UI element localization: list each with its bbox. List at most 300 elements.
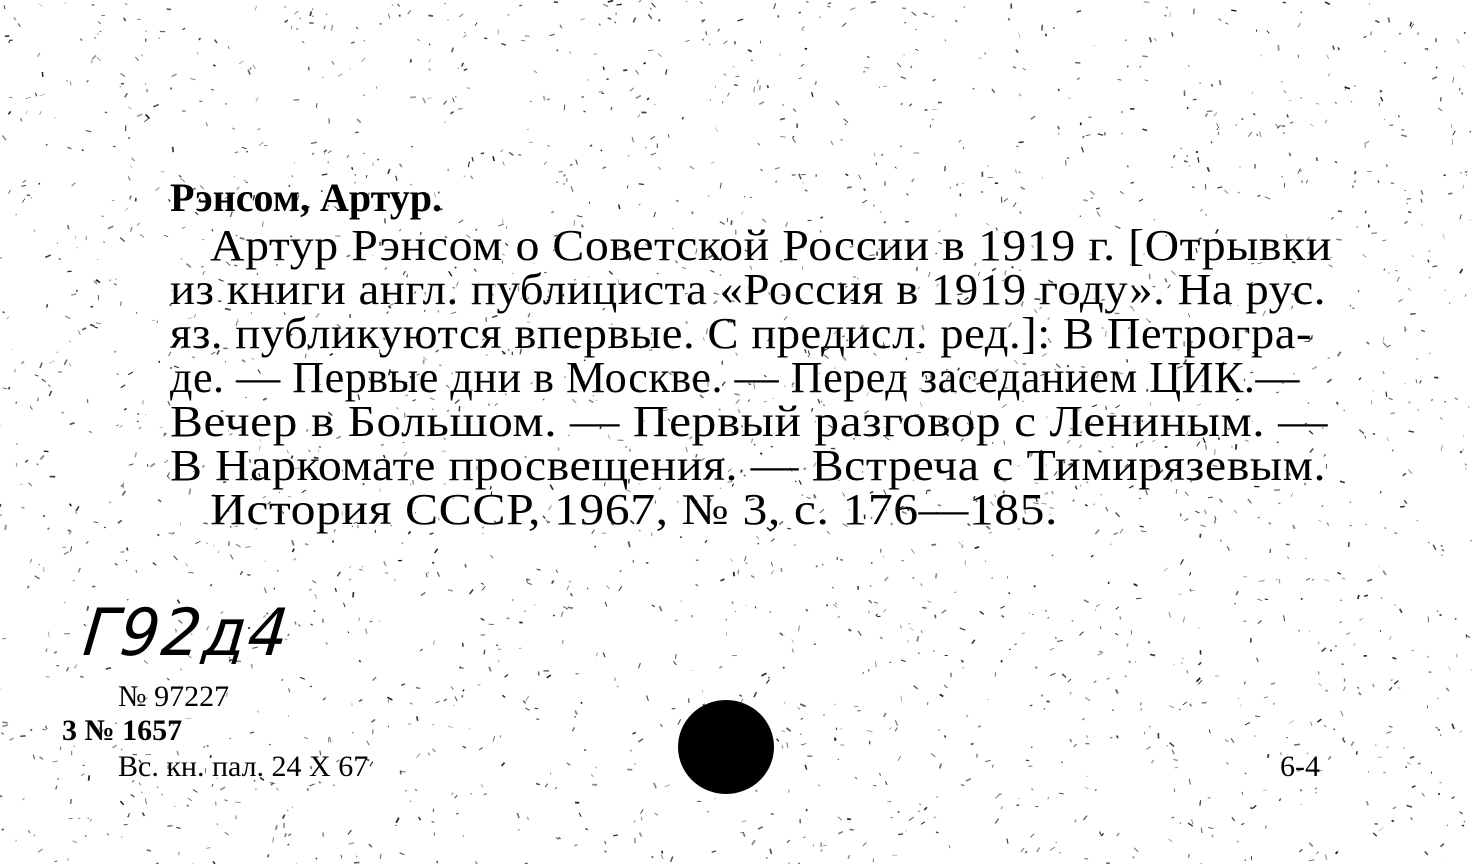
speckle — [42, 379, 46, 382]
speckle — [434, 641, 435, 645]
speckle — [8, 111, 10, 114]
speckle — [1214, 112, 1217, 116]
speckle — [1110, 544, 1111, 546]
speckle — [315, 594, 317, 599]
speckle — [1018, 798, 1019, 799]
speckle — [313, 153, 314, 155]
speckle — [2, 829, 4, 830]
speckle — [65, 316, 70, 319]
speckle — [43, 515, 45, 517]
speckle — [1459, 812, 1462, 814]
speckle — [741, 211, 743, 214]
speckle — [1087, 776, 1088, 777]
speckle — [781, 568, 782, 572]
speckle — [332, 61, 334, 64]
speckle — [22, 199, 25, 203]
speckle — [1100, 832, 1102, 836]
speckle — [1417, 359, 1418, 360]
speckle — [54, 651, 57, 653]
speckle — [131, 794, 135, 797]
speckle — [901, 103, 902, 105]
speckle — [1084, 816, 1087, 820]
speckle — [18, 23, 20, 26]
speckle — [159, 37, 160, 39]
speckle — [282, 679, 283, 681]
speckle — [832, 587, 834, 589]
speckle — [90, 325, 95, 327]
speckle — [806, 610, 808, 612]
speckle — [288, 716, 289, 717]
speckle — [752, 60, 753, 61]
speckle — [1428, 617, 1429, 623]
speckle — [1409, 431, 1414, 432]
speckle — [8, 42, 10, 43]
speckle — [463, 35, 466, 38]
speckle — [79, 568, 81, 573]
speckle — [95, 38, 96, 39]
speckle — [726, 619, 727, 620]
speckle — [524, 611, 526, 612]
speckle — [232, 128, 235, 129]
speckle — [31, 729, 33, 730]
speckle — [1131, 182, 1135, 183]
speckle — [1021, 187, 1025, 189]
speckle — [1080, 216, 1081, 217]
speckle — [288, 834, 291, 836]
speckle — [1440, 97, 1441, 101]
speckle — [1015, 644, 1017, 645]
speckle — [305, 544, 308, 545]
speckle — [1226, 762, 1228, 764]
speckle — [1182, 662, 1183, 664]
speckle — [207, 745, 208, 746]
speckle — [338, 74, 343, 77]
speckle — [367, 741, 370, 745]
speckle — [30, 406, 32, 410]
speckle — [793, 545, 796, 546]
speckle — [1338, 352, 1341, 357]
speckle — [144, 119, 148, 122]
speckle — [1257, 195, 1260, 196]
speckle — [892, 855, 897, 856]
speckle — [1208, 497, 1213, 498]
speckle — [1017, 805, 1020, 806]
speckle — [1334, 729, 1335, 730]
speckle — [1338, 47, 1339, 50]
speckle — [1116, 607, 1119, 609]
speckle — [135, 57, 138, 61]
speckle — [1182, 658, 1184, 659]
speckle — [910, 628, 914, 631]
speckle — [1164, 568, 1168, 572]
speckle — [211, 89, 214, 90]
speckle — [141, 54, 142, 56]
speckle — [1310, 124, 1313, 127]
speckle — [1187, 155, 1188, 156]
speckle — [650, 8, 651, 10]
speckle — [1289, 153, 1290, 157]
speckle — [87, 80, 88, 82]
speckle — [662, 851, 663, 854]
speckle — [91, 306, 94, 307]
speckle — [1190, 704, 1192, 707]
speckle — [1236, 124, 1237, 126]
speckle — [784, 701, 786, 704]
speckle — [1325, 580, 1330, 582]
speckle — [932, 119, 933, 120]
speckle — [1324, 725, 1326, 727]
speckle — [211, 584, 212, 586]
speckle — [889, 727, 892, 730]
speckle — [544, 96, 545, 101]
speckle — [1317, 158, 1318, 161]
speckle — [652, 857, 654, 858]
speckle — [1265, 599, 1268, 600]
speckle — [324, 150, 326, 152]
speckle — [1405, 383, 1406, 384]
speckle — [675, 620, 678, 621]
speckle — [1327, 55, 1329, 59]
speckle — [1180, 822, 1181, 824]
speckle — [97, 57, 101, 61]
speckle — [780, 118, 785, 119]
speckle — [1359, 693, 1361, 695]
speckle — [1436, 727, 1438, 728]
speckle — [1191, 590, 1195, 591]
speckle — [1150, 37, 1152, 42]
speckle — [493, 736, 495, 741]
speckle — [1122, 133, 1123, 135]
speckle — [884, 577, 888, 581]
speckle — [21, 361, 24, 363]
speckle — [940, 764, 942, 769]
speckle — [1375, 21, 1379, 23]
speckle — [1146, 490, 1148, 495]
speckle — [1134, 584, 1138, 586]
speckle — [1044, 709, 1045, 710]
speckle — [732, 67, 735, 68]
speckle — [78, 818, 80, 819]
speckle — [1380, 491, 1381, 493]
speckle — [738, 19, 744, 21]
speckle — [1427, 705, 1428, 708]
speckle — [1201, 525, 1206, 527]
speckle — [145, 414, 146, 415]
speckle — [293, 558, 296, 560]
speckle — [596, 653, 598, 657]
speckle — [643, 63, 646, 64]
speckle — [898, 834, 903, 835]
speckle — [299, 625, 301, 627]
speckle — [1211, 142, 1212, 143]
speckle — [335, 588, 336, 592]
speckle — [1309, 860, 1315, 861]
speckle — [291, 26, 292, 29]
speckle — [1350, 502, 1351, 503]
speckle — [715, 127, 717, 131]
speckle — [1335, 161, 1337, 162]
speckle — [898, 756, 901, 761]
speckle — [596, 767, 597, 769]
speckle — [40, 757, 44, 760]
speckle — [1287, 114, 1288, 117]
speckle — [639, 0, 642, 2]
speckle — [1364, 595, 1368, 596]
speckle — [1284, 132, 1285, 134]
speckle — [800, 704, 805, 706]
speckle — [1464, 32, 1465, 33]
speckle — [465, 32, 466, 33]
speckle — [408, 10, 411, 14]
speckle — [1151, 760, 1153, 763]
speckle — [40, 94, 45, 96]
speckle — [395, 579, 396, 582]
speckle — [22, 508, 25, 509]
speckle — [1198, 662, 1201, 665]
speckle — [125, 93, 128, 97]
speckle — [912, 179, 914, 182]
speckle — [1001, 807, 1002, 810]
speckle — [384, 561, 386, 566]
speckle — [235, 802, 241, 803]
speckle — [666, 69, 667, 74]
speckle — [46, 144, 48, 145]
speckle — [1455, 398, 1458, 400]
speckle — [1383, 343, 1386, 346]
speckle — [1231, 10, 1236, 11]
body-line-1: Артур Рэнсом о Советской России в 1919 г. [Отрывки — [210, 221, 1332, 270]
speckle — [1042, 695, 1043, 697]
speckle — [1336, 239, 1342, 240]
speckle — [1318, 520, 1321, 521]
speckle — [129, 464, 133, 465]
speckle — [647, 696, 649, 701]
speckle — [799, 78, 802, 79]
speckle — [484, 650, 485, 655]
speckle — [1354, 644, 1356, 646]
speckle — [849, 629, 852, 631]
speckle — [248, 70, 250, 75]
speckle — [174, 806, 175, 807]
speckle — [1098, 653, 1103, 656]
speckle — [1134, 848, 1138, 852]
speckle — [207, 543, 208, 544]
speckle — [863, 71, 865, 72]
speckle — [870, 586, 871, 587]
speckle — [341, 855, 342, 859]
speckle — [1325, 2, 1330, 4]
speckle — [164, 433, 165, 437]
speckle — [1453, 77, 1454, 82]
speckle — [1386, 345, 1390, 347]
speckle — [883, 86, 887, 87]
speckle — [1008, 18, 1009, 21]
speckle — [1387, 438, 1389, 441]
speckle — [1343, 687, 1345, 691]
speckle — [1350, 305, 1351, 306]
speckle — [1085, 698, 1090, 701]
speckle — [1095, 530, 1099, 534]
speckle — [458, 68, 459, 69]
speckle — [1400, 506, 1405, 507]
speckle — [576, 160, 578, 165]
speckle — [36, 93, 37, 97]
speckle — [91, 60, 92, 63]
speckle — [1358, 290, 1359, 292]
speckle — [6, 317, 8, 320]
speckle — [562, 640, 563, 644]
speckle — [1284, 615, 1285, 621]
speckle — [1318, 642, 1319, 645]
speckle — [927, 702, 928, 705]
speckle — [1462, 93, 1463, 95]
speckle — [496, 645, 498, 646]
speckle — [8, 387, 9, 389]
speckle — [847, 187, 852, 188]
speckle — [911, 66, 912, 69]
speckle — [1291, 493, 1293, 497]
speckle — [1149, 641, 1150, 644]
speckle — [1312, 579, 1314, 580]
speckle — [1142, 56, 1147, 57]
speckle — [1410, 22, 1412, 27]
speckle — [702, 690, 703, 692]
speckle — [417, 39, 420, 40]
speckle — [769, 677, 770, 678]
speckle — [151, 463, 155, 466]
speckle — [1125, 40, 1127, 41]
speckle — [81, 39, 83, 41]
speckle — [1371, 400, 1372, 404]
speckle — [645, 147, 646, 148]
speckle — [153, 563, 156, 566]
speckle — [429, 59, 431, 62]
speckle — [1107, 678, 1110, 679]
speckle — [902, 8, 906, 9]
speckle — [1399, 33, 1401, 34]
speckle — [0, 514, 2, 517]
speckle — [1443, 234, 1445, 239]
speckle — [881, 154, 883, 155]
speckle — [1316, 852, 1319, 854]
speckle — [245, 547, 250, 548]
speckle — [1449, 666, 1451, 671]
speckle — [1405, 221, 1408, 223]
book-chamber-note: Вс. кн. пал. 24 X 67 — [118, 750, 369, 783]
speckle — [300, 677, 305, 679]
speckle — [1075, 820, 1076, 823]
speckle — [1429, 277, 1430, 279]
speckle — [187, 805, 188, 807]
speckle — [388, 169, 390, 174]
speckle — [71, 294, 76, 295]
speckle — [359, 700, 362, 702]
speckle — [1269, 523, 1271, 525]
speckle — [199, 38, 200, 40]
speckle — [1404, 500, 1407, 504]
speckle — [1436, 67, 1437, 68]
speckle — [1168, 839, 1172, 842]
speckle — [1083, 200, 1088, 201]
speckle — [654, 783, 656, 789]
speckle — [451, 687, 453, 690]
speckle — [247, 575, 250, 576]
speckle — [1267, 31, 1269, 34]
speckle — [1278, 45, 1279, 51]
speckle — [757, 80, 758, 84]
speckle — [146, 114, 150, 118]
speckle — [587, 588, 588, 590]
speckle — [1421, 199, 1422, 203]
speckle — [55, 861, 58, 862]
speckle — [826, 605, 828, 606]
speckle — [206, 123, 207, 127]
speckle — [1315, 788, 1317, 789]
speckle — [1328, 73, 1329, 76]
speckle — [1077, 78, 1079, 80]
speckle — [981, 191, 983, 192]
speckle — [1127, 66, 1129, 67]
speckle — [293, 549, 295, 552]
speckle — [458, 109, 463, 110]
speckle — [90, 819, 91, 822]
speckle — [632, 137, 634, 142]
speckle — [264, 588, 266, 594]
speckle — [380, 854, 381, 859]
speckle — [1325, 690, 1328, 691]
speckle — [742, 821, 746, 822]
speckle — [967, 715, 968, 717]
speckle — [9, 190, 11, 194]
speckle — [1264, 697, 1268, 698]
speckle — [844, 119, 848, 123]
speckle — [641, 810, 644, 814]
speckle — [349, 69, 351, 70]
speckle — [814, 644, 816, 645]
speckle — [1397, 277, 1399, 282]
speckle — [634, 821, 636, 823]
speckle — [823, 845, 827, 846]
speckle — [605, 602, 606, 606]
speckle — [204, 523, 208, 524]
speckle — [1365, 211, 1366, 214]
speckle — [1205, 510, 1207, 515]
speckle — [102, 216, 104, 217]
speckle — [750, 197, 752, 198]
speckle — [940, 694, 944, 696]
speckle — [503, 161, 505, 165]
speckle — [137, 223, 140, 226]
speckle — [1248, 132, 1252, 137]
speckle — [911, 549, 914, 554]
speckle — [658, 167, 661, 170]
speckle — [452, 48, 453, 53]
speckle — [1202, 703, 1207, 704]
speckle — [117, 374, 119, 375]
speckle — [16, 402, 17, 404]
speckle — [448, 727, 453, 728]
speckle — [1425, 49, 1427, 50]
speckle — [1376, 744, 1377, 745]
speckle — [537, 569, 541, 570]
speckle — [1097, 212, 1100, 217]
speckle — [1199, 627, 1200, 629]
speckle — [1082, 147, 1084, 153]
speckle — [119, 426, 122, 428]
speckle — [1337, 402, 1338, 405]
speckle — [46, 677, 50, 678]
speckle — [1333, 46, 1334, 50]
